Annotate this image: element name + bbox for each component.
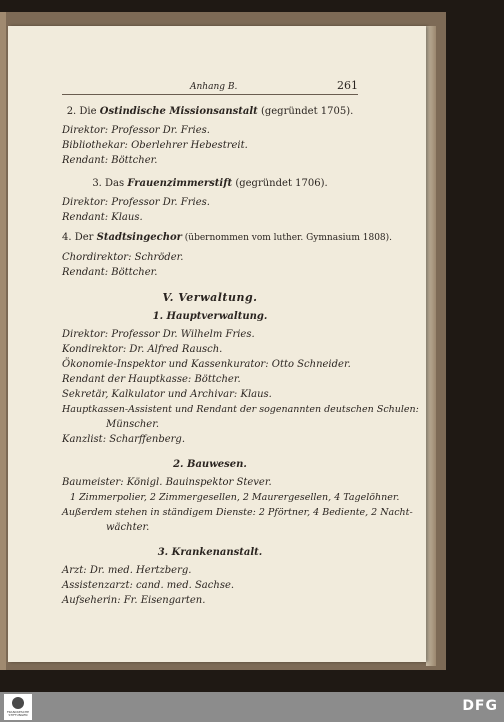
text-line: Rendant der Hauptkasse: Böttcher.	[62, 374, 241, 385]
text-line: Sekretär, Kalkulator und Archivar: Klaus.	[62, 389, 272, 400]
section-heading	[62, 104, 358, 119]
section-stadtsingechor	[62, 230, 393, 280]
heading-date: (gegründet 1705).	[257, 106, 354, 117]
text-line: Chordirektor: Schröder.	[62, 252, 184, 263]
text-line: Außerdem stehen in ständigem Dienste: 2 Pförtner, 4 Bediente, 2 Nacht-	[62, 507, 413, 518]
section-verwaltung	[62, 290, 419, 608]
text-line: Rendant: Klaus.	[62, 212, 143, 223]
text-line: Baumeister: Königl. Bauinspektor Stever.	[62, 477, 272, 488]
section-frauenzimmerstift	[62, 176, 358, 225]
text-line: 1 Zimmerpolier, 2 Zimmergesellen, 2 Maurergesellen, 4 Tagelöhner.	[70, 492, 400, 503]
text-line: Rendant: Böttcher.	[62, 267, 158, 278]
section-heading	[62, 176, 358, 191]
subsection-heading: 1. Hauptverwaltung.	[152, 311, 268, 322]
text-line: Direktor: Professor Dr. Fries.	[62, 197, 210, 208]
subsection-heading: 2. Bauwesen.	[173, 459, 247, 470]
viewer-footer-bar	[0, 692, 504, 722]
document-page	[8, 26, 426, 662]
running-title: Anhang B.	[190, 82, 238, 92]
text-line: Ökonomie-Inspektor und Kassenkurator: Otto Schneider.	[62, 359, 351, 370]
page-edge-shadow	[426, 26, 436, 666]
stiftung-emblem-icon	[12, 697, 24, 709]
text-line: Assistenzarzt: cand. med. Sachse.	[62, 580, 235, 591]
text-line: Arzt: Dr. med. Hertzberg.	[62, 565, 192, 576]
text-line: Kondirektor: Dr. Alfred Rausch.	[62, 344, 223, 355]
text-line: Hauptkassen-Assistent und Rendant der sogenannten deutschen Schulen:	[62, 404, 419, 415]
text-line: Rendant: Böttcher.	[62, 155, 158, 166]
text-line: Kanzlist: Scharffenberg.	[62, 434, 185, 445]
subsection-heading: 3. Krankenanstalt.	[157, 547, 263, 558]
heading-date: (übernommen vom luther. Gymnasium 1808).	[181, 233, 393, 243]
section-heading	[62, 230, 393, 246]
text-line: Direktor: Professor Dr. Wilhelm Fries.	[62, 329, 255, 340]
heading-number: 4. Der	[62, 232, 97, 243]
heading-name: Frauenzimmerstift	[127, 178, 233, 189]
book-board-edge	[0, 12, 6, 670]
heading-name: Ostindische Missionsanstalt	[99, 106, 258, 117]
page-number: 261	[337, 79, 358, 92]
text-line: Bibliothekar: Oberlehrer Hebestreit.	[62, 140, 248, 151]
text-line: Direktor: Professor Dr. Fries.	[62, 125, 210, 136]
text-line: Aufseherin: Fr. Eisengarten.	[62, 595, 206, 606]
text-line: Münscher.	[106, 419, 160, 430]
logo-text: FRANCKESCHE STIFTUNGEN	[6, 710, 30, 717]
franckesche-stiftungen-logo[interactable]	[4, 694, 32, 720]
heading-name: Stadtsingechor	[96, 232, 182, 243]
chapter-title: V. Verwaltung.	[162, 291, 258, 304]
running-head	[62, 78, 358, 95]
heading-number: 3. Das	[92, 178, 128, 189]
heading-date: (gegründet 1706).	[232, 178, 328, 189]
heading-number: 2. Die	[66, 106, 100, 117]
dfg-logo[interactable]: DFG	[462, 698, 498, 714]
section-missionsanstalt	[62, 104, 358, 168]
text-line: wächter.	[106, 522, 150, 533]
